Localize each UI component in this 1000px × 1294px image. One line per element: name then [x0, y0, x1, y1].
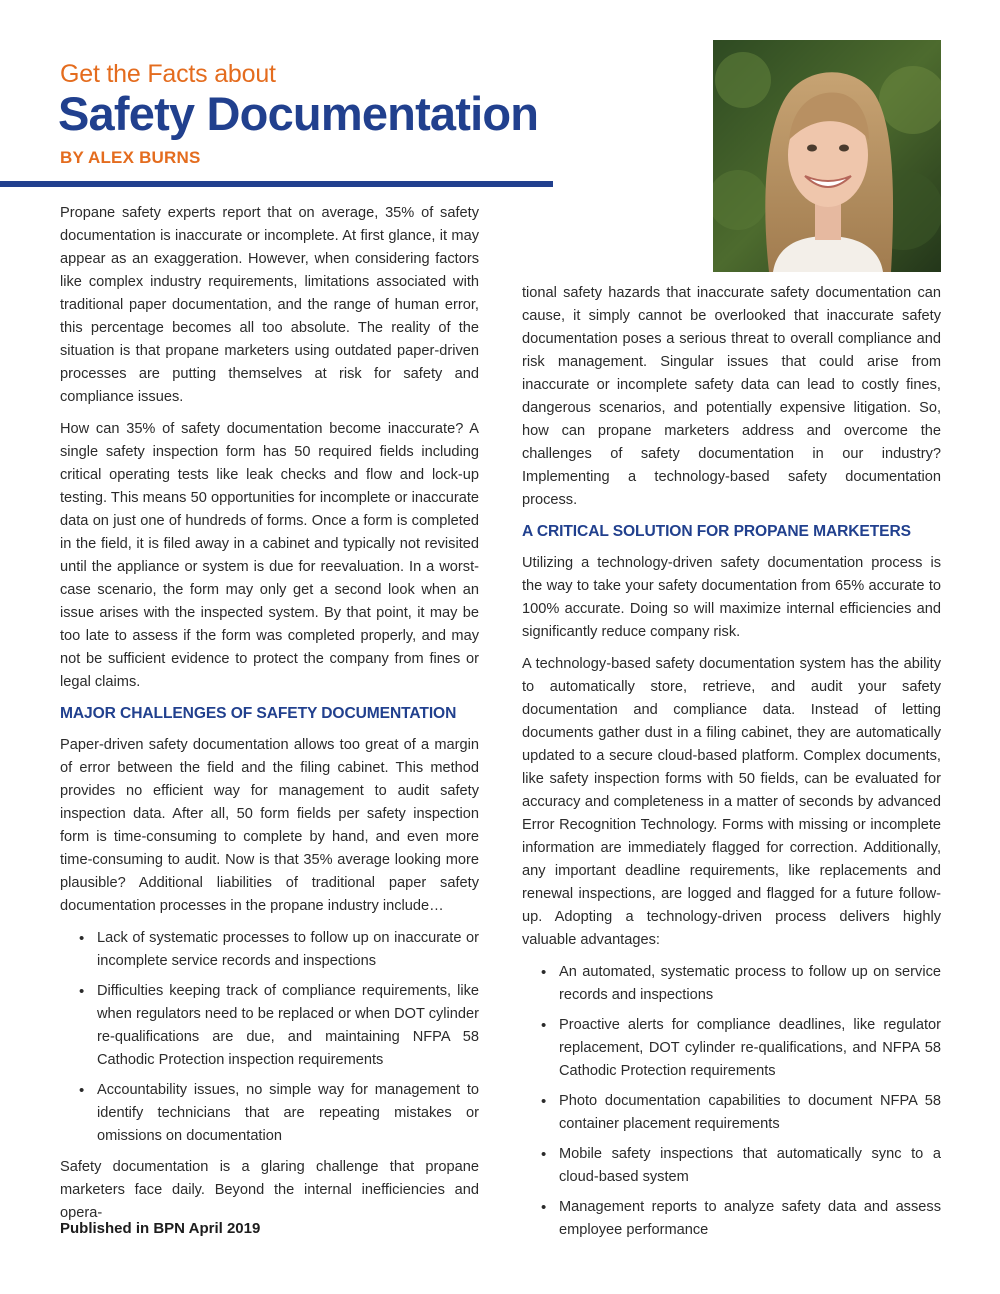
list-item: • Mobile safety inspections that automatically sync to a cloud-based system — [522, 1143, 941, 1189]
right-column — [522, 282, 941, 1250]
section-heading-solution: A CRITICAL SOLUTION FOR PROPANE MARKETERS — [522, 523, 911, 540]
advantages-list — [522, 961, 941, 1242]
list-item: • An automated, systematic process to follow up on service records and inspections — [522, 961, 941, 1007]
list-item: • Difficulties keeping track of compliance requirements, like when regulators need to be replaced or when DOT cylinder re-qualifications are due, and maintaining NFPA 58 Cathodic Protection inspection requirements — [60, 980, 479, 1072]
author-photo — [713, 40, 941, 272]
section-heading-challenges: MAJOR CHALLENGES OF SAFETY DOCUMENTATION — [60, 705, 457, 722]
article-title: Safety Documentation — [58, 87, 539, 140]
list-item: • Accountability issues, no simple way for management to identify technicians that are repeating mistakes or omissions on documentation — [60, 1079, 479, 1148]
body-paragraph: Safety documentation is a glaring challenge that propane marketers face daily. Beyond the internal inefficiencies and opera- — [60, 1159, 479, 1221]
body-paragraph: A technology-based safety documentation system has the ability to automatically store, retrieve, and audit your safety documentation and compliance data. Instead of letting documents gather dust in a filing cabinet, they are automatically updated to a secure cloud-based platform. Complex documents, like safety inspection forms with 50 fields, can be evaluated for accuracy and completeness in a matter of seconds by advanced Error Recognition Technology. Forms with missing or incomplete information are immediately flagged for correction. Additionally, any important deadline requirements, like replacements and renewal inspections, are logged and flagged for a future follow-up. Adopting a technology-driven process delivers highly valuable advantages: — [522, 656, 941, 948]
list-item: • Lack of systematic processes to follow up on inaccurate or incomplete service records and inspections — [60, 927, 479, 973]
liabilities-list — [60, 927, 479, 1148]
body-paragraph: Utilizing a technology-driven safety documentation process is the way to take your safety documentation from 65% accurate to 100% accurate. Doing so will maximize internal efficiencies and significantly reduce company risk. — [522, 555, 941, 640]
list-item: • Management reports to analyze safety data and assess employee performance — [522, 1196, 941, 1242]
body-paragraph: Paper-driven safety documentation allows too great of a margin of error between the field and the filing cabinet. This method provides no efficient way for management to audit safety inspection data. After all, 50 form fields per safety inspection form is time-consuming to complete by hand, and even more time-consuming to audit. Now is that 35% average looking more plausible? Additional liabilities of traditional paper safety documentation processes in the propane industry include… — [60, 737, 479, 914]
article-kicker: Get the Facts about — [60, 60, 276, 88]
body-paragraph: How can 35% of safety documentation become inaccurate? A single safety inspection form has 50 required fields including critical operating tests like leak checks and flow and lock-up testing. This means 50 opportunities for incomplete or inaccurate data on just one of hundreds of forms. Once a form is completed in the field, it is filed away in a cabinet and typically not revisited until the appliance or system is due for reevaluation. In a worst-case scenario, the form may only get a second look when an issue arises with the inspected system. By that point, it may be too late to assess if the form was completed properly, and may not be sufficient evidence to protect the company from fines or legal claims. — [60, 421, 479, 690]
list-item: • Proactive alerts for compliance deadlines, like regulator replacement, DOT cylinder re-qualifications, and NFPA 58 Cathodic Protection requirements — [522, 1014, 941, 1083]
left-column — [60, 202, 479, 1234]
intro-paragraph: Propane safety experts report that on average, 35% of safety documentation is inaccurate or incomplete. At first glance, it may appear as an exaggeration. However, when considering factors like complex industry requirements, limitations associated with traditional paper documentation, and the range of human error, this percentage becomes all too absolute. The reality of the situation is that propane marketers using outdated paper-driven processes are putting themselves at risk for safety and compliance issues. — [60, 205, 479, 405]
publication-note: Published in BPN April 2019 — [60, 1220, 261, 1237]
title-divider — [0, 181, 553, 187]
body-paragraph: tional safety hazards that inaccurate safety documentation can cause, it simply cannot be overlooked that inaccurate safety documentation poses a serious threat to overall compliance and risk management. Singular issues that could arise from inaccurate or incomplete safety data can lead to costly fines, dangerous scenarios, and potentially expensive litigation. So, how can propane marketers address and overcome the challenges of safety documentation in our industry? Implementing a technology-based safety documentation process. — [522, 285, 941, 508]
list-item: • Photo documentation capabilities to document NFPA 58 container placement requirements — [522, 1090, 941, 1136]
author-byline: BY ALEX BURNS — [60, 148, 201, 167]
